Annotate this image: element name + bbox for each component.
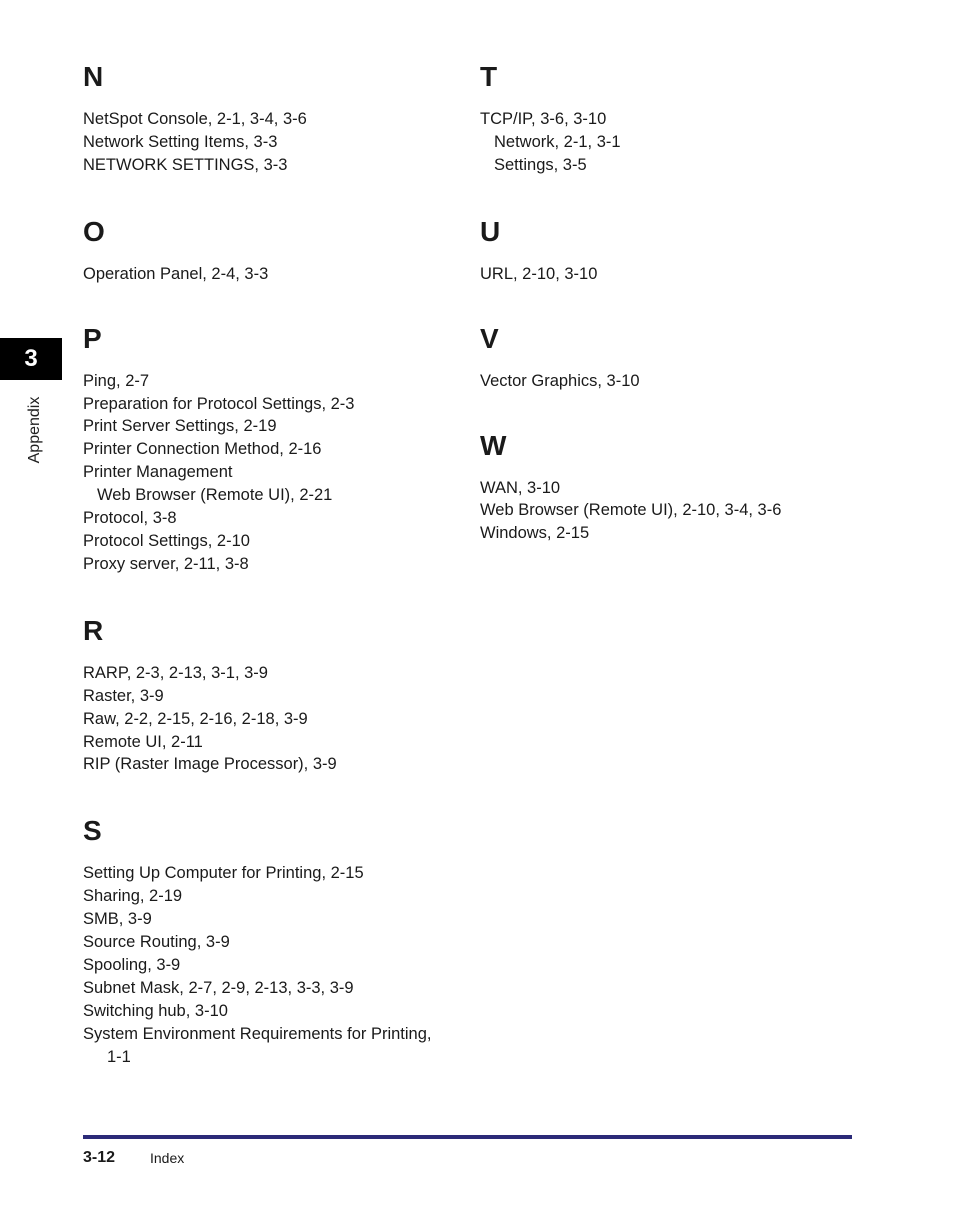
index-entry: Setting Up Computer for Printing, 2-15 [83,864,364,883]
index-entry: URL, 2-10, 3-10 [480,264,598,283]
index-right-column [480,58,860,545]
index-entry: Network Setting Items, 3-3 [83,132,278,151]
index-entry: Web Browser (Remote UI), 2-21 [97,486,333,505]
section-letter: O [83,215,105,247]
section-letter: S [83,815,102,847]
index-entry: Vector Graphics, 3-10 [480,371,640,390]
index-entry: TCP/IP, 3-6, 3-10 [480,110,607,128]
section-letter: R [83,614,104,646]
section-letter: U [480,215,501,247]
index-section-s [83,812,463,1068]
index-entry: Operation Panel, 2-4, 3-3 [83,264,269,283]
index-section-v [480,320,860,393]
index-entry: Preparation for Protocol Settings, 2-3 [83,394,355,413]
index-section-w [480,427,860,546]
index-entry: RIP (Raster Image Processor), 3-9 [83,755,337,774]
section-letter: P [83,322,102,354]
index-entry: Source Routing, 3-9 [83,933,230,952]
index-entry: Remote UI, 2-11 [83,732,203,751]
index-entry: Sharing, 2-19 [83,887,183,906]
section-letter: V [480,322,499,354]
index-entry: Subnet Mask, 2-7, 2-9, 2-13, 3-3, 3-9 [83,978,354,997]
index-entry: Proxy server, 2-11, 3-8 [83,554,249,573]
index-entry: NETWORK SETTINGS, 3-3 [83,155,288,174]
index-entry: Print Server Settings, 2-19 [83,417,277,436]
index-entry: 1-1 [107,1047,131,1066]
index-section-o [83,213,463,286]
index-entry: WAN, 3-10 [480,478,561,497]
index-entry: NetSpot Console, 2-1, 3-4, 3-6 [83,110,307,128]
index-entry: Network, 2-1, 3-1 [494,132,621,151]
chapter-tab [0,338,62,380]
index-entry: System Environment Requirements for Printing, [83,1024,432,1043]
index-section-p [83,320,463,576]
index-entry: Ping, 2-7 [83,371,150,390]
index-entry: Switching hub, 3-10 [83,1001,228,1020]
index-entry: Protocol Settings, 2-10 [83,531,250,550]
index-entry: Printer Connection Method, 2-16 [83,440,322,459]
page-number: 3-12 [83,1149,116,1166]
index-section-r [83,612,463,777]
index-entry: Protocol, 3-8 [83,509,177,528]
chapter-number: 3 [24,345,38,372]
index-entry: Windows, 2-15 [480,524,590,543]
index-entry: Raw, 2-2, 2-15, 2-16, 2-18, 3-9 [83,709,308,728]
footer-rule [83,1135,852,1139]
index-section-t [480,58,860,177]
section-letter: N [83,61,104,92]
index-entry: Printer Management [83,463,233,482]
index-entry: Web Browser (Remote UI), 2-10, 3-4, 3-6 [480,501,782,520]
chapter-label: Appendix [26,396,43,464]
footer-title: Index [150,1150,185,1166]
section-letter: T [480,61,498,92]
index-entry: Raster, 3-9 [83,686,164,705]
index-left-column [83,58,463,1068]
section-letter: W [480,429,507,461]
index-section-u [480,213,860,286]
index-section-n [83,58,463,177]
index-entry: RARP, 2-3, 2-13, 3-1, 3-9 [83,663,268,682]
index-entry: SMB, 3-9 [83,910,152,929]
index-entry: Spooling, 3-9 [83,955,181,974]
index-entry: Settings, 3-5 [494,155,587,174]
